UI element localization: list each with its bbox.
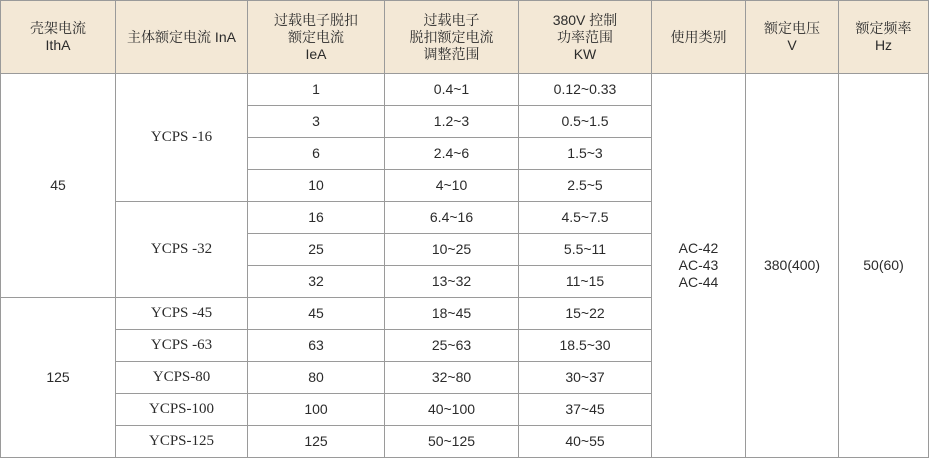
ie-cell: 6 — [248, 138, 385, 170]
model-cell: YCPS -32 — [116, 202, 248, 298]
power-cell: 15~22 — [519, 298, 652, 330]
model-cell: YCPS-80 — [116, 362, 248, 394]
header-usage-category: 使用类别 — [652, 1, 746, 74]
ie-cell: 25 — [248, 234, 385, 266]
range-cell: 25~63 — [385, 330, 519, 362]
model-cell: YCPS-100 — [116, 394, 248, 426]
range-cell: 50~125 — [385, 426, 519, 458]
frame-cell: 125 — [1, 298, 116, 458]
power-cell: 37~45 — [519, 394, 652, 426]
range-cell: 32~80 — [385, 362, 519, 394]
header-rated-current: 主体额定电流 InA — [116, 1, 248, 74]
range-cell: 1.2~3 — [385, 106, 519, 138]
header-frame-current: 壳架电流 IthA — [1, 1, 116, 74]
ie-cell: 125 — [248, 426, 385, 458]
header-row — [1, 1, 929, 74]
range-cell: 13~32 — [385, 266, 519, 298]
power-cell: 11~15 — [519, 266, 652, 298]
ie-cell: 1 — [248, 74, 385, 106]
header-overload-rated-current: 过载电子脱扣 额定电流 IeA — [248, 1, 385, 74]
ie-cell: 100 — [248, 394, 385, 426]
ie-cell: 80 — [248, 362, 385, 394]
power-cell: 2.5~5 — [519, 170, 652, 202]
frame-cell: 45 — [1, 74, 116, 298]
model-cell: YCPS -45 — [116, 298, 248, 330]
ie-cell: 10 — [248, 170, 385, 202]
power-cell: 0.5~1.5 — [519, 106, 652, 138]
ie-cell: 16 — [248, 202, 385, 234]
power-cell: 0.12~0.33 — [519, 74, 652, 106]
usage-category-cell: AC-42 AC-43 AC-44 — [652, 74, 746, 458]
power-cell: 30~37 — [519, 362, 652, 394]
range-cell: 10~25 — [385, 234, 519, 266]
range-cell: 4~10 — [385, 170, 519, 202]
power-cell: 5.5~11 — [519, 234, 652, 266]
range-cell: 2.4~6 — [385, 138, 519, 170]
model-cell: YCPS-125 — [116, 426, 248, 458]
ie-cell: 45 — [248, 298, 385, 330]
power-cell: 18.5~30 — [519, 330, 652, 362]
header-overload-range: 过载电子 脱扣额定电流 调整范围 — [385, 1, 519, 74]
header-rated-frequency: 额定频率 Hz — [839, 1, 929, 74]
rated-frequency-cell: 50(60) — [839, 74, 929, 458]
model-cell: YCPS -63 — [116, 330, 248, 362]
power-cell: 1.5~3 — [519, 138, 652, 170]
model-cell: YCPS -16 — [116, 74, 248, 202]
range-cell: 0.4~1 — [385, 74, 519, 106]
power-cell: 40~55 — [519, 426, 652, 458]
ie-cell: 63 — [248, 330, 385, 362]
range-cell: 6.4~16 — [385, 202, 519, 234]
range-cell: 18~45 — [385, 298, 519, 330]
ie-cell: 3 — [248, 106, 385, 138]
ie-cell: 32 — [248, 266, 385, 298]
rated-voltage-cell: 380(400) — [746, 74, 839, 458]
range-cell: 40~100 — [385, 394, 519, 426]
table-row — [1, 74, 929, 106]
power-cell: 4.5~7.5 — [519, 202, 652, 234]
header-power-range: 380V 控制 功率范围 KW — [519, 1, 652, 74]
header-rated-voltage: 额定电压 V — [746, 1, 839, 74]
